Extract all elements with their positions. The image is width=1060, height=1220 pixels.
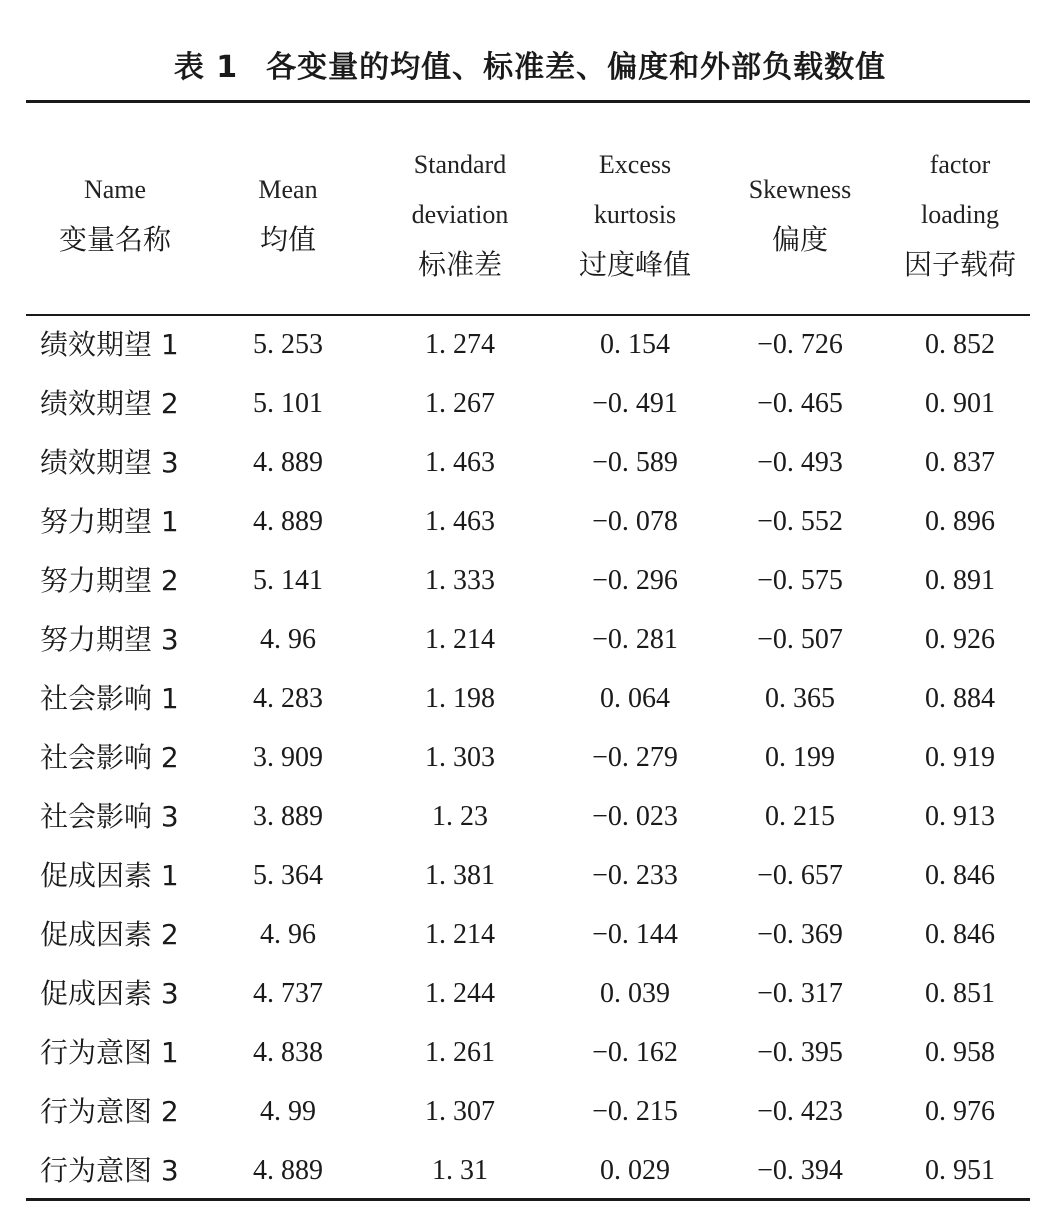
column-header <box>30 140 200 290</box>
value-cell: −0. 296 <box>592 565 678 596</box>
value-cell: −0. 491 <box>592 388 678 419</box>
value-cell: 1. 244 <box>425 978 495 1009</box>
value-cell: 4. 889 <box>253 447 323 478</box>
value-cell: 0. 891 <box>925 565 995 596</box>
value-cell: 3. 889 <box>253 801 323 832</box>
value-cell: 3. 909 <box>253 742 323 773</box>
value-cell: 1. 303 <box>425 742 495 773</box>
value-cell: 4. 889 <box>253 506 323 537</box>
value-cell: −0. 317 <box>757 978 843 1009</box>
table-header <box>0 140 1060 290</box>
table-row <box>0 610 1060 669</box>
table-caption <box>0 42 1060 86</box>
table-number: 表 1 <box>173 50 239 85</box>
table-row <box>0 964 1060 1023</box>
value-cell: 0. 029 <box>600 1155 670 1186</box>
value-cell: 0. 926 <box>925 624 995 655</box>
top-rule <box>26 100 1030 103</box>
value-cell: 0. 365 <box>765 683 835 714</box>
variable-name-cell: 努力期望 3 <box>40 623 179 656</box>
value-cell: 4. 99 <box>260 1096 316 1127</box>
table-row <box>0 492 1060 551</box>
table-row <box>0 1023 1060 1082</box>
column-header-zh: 因子载荷 <box>903 248 1016 281</box>
value-cell: 4. 889 <box>253 1155 323 1186</box>
table-row <box>0 315 1060 374</box>
column-header-en: deviation <box>411 200 509 229</box>
value-cell: 0. 852 <box>925 329 995 360</box>
value-cell: 1. 261 <box>425 1037 495 1068</box>
value-cell: 0. 884 <box>925 683 995 714</box>
column-header-zh: 标准差 <box>417 248 502 281</box>
column-header-zh: 偏度 <box>771 223 828 256</box>
value-cell: −0. 657 <box>757 860 843 891</box>
value-cell: 0. 039 <box>600 978 670 1009</box>
column-header <box>880 140 1040 290</box>
value-cell: 0. 199 <box>765 742 835 773</box>
value-cell: 1. 198 <box>425 683 495 714</box>
value-cell: 1. 23 <box>432 801 488 832</box>
value-cell: 4. 96 <box>260 624 316 655</box>
value-cell: −0. 369 <box>757 919 843 950</box>
value-cell: 0. 919 <box>925 742 995 773</box>
value-cell: 0. 896 <box>925 506 995 537</box>
column-header-zh: 均值 <box>259 223 316 256</box>
value-cell: 1. 307 <box>425 1096 495 1127</box>
value-cell: 0. 901 <box>925 388 995 419</box>
value-cell: −0. 575 <box>757 565 843 596</box>
value-cell: 4. 96 <box>260 919 316 950</box>
column-header <box>720 140 880 290</box>
value-cell: 4. 283 <box>253 683 323 714</box>
bottom-rule <box>26 1198 1030 1201</box>
value-cell: 0. 064 <box>600 683 670 714</box>
variable-name-cell: 绩效期望 2 <box>40 387 179 420</box>
value-cell: 0. 215 <box>765 801 835 832</box>
variable-name-cell: 行为意图 3 <box>40 1154 179 1187</box>
value-cell: 1. 267 <box>425 388 495 419</box>
table-row <box>0 551 1060 610</box>
value-cell: 0. 837 <box>925 447 995 478</box>
value-cell: −0. 215 <box>592 1096 678 1127</box>
variable-name-cell: 促成因素 1 <box>40 859 179 892</box>
column-header-en: Name <box>83 175 147 204</box>
value-cell: 0. 851 <box>925 978 995 1009</box>
variable-name-cell: 行为意图 1 <box>40 1036 179 1069</box>
value-cell: −0. 726 <box>757 329 843 360</box>
column-header-en: Excess <box>598 150 672 179</box>
table-row <box>0 433 1060 492</box>
value-cell: 5. 253 <box>253 329 323 360</box>
value-cell: 5. 141 <box>253 565 323 596</box>
value-cell: 1. 463 <box>425 447 495 478</box>
column-header-en: Mean <box>258 175 318 204</box>
value-cell: −0. 281 <box>592 624 678 655</box>
value-cell: 0. 154 <box>600 329 670 360</box>
table-row <box>0 905 1060 964</box>
value-cell: −0. 233 <box>592 860 678 891</box>
value-cell: 1. 274 <box>425 329 495 360</box>
value-cell: 4. 838 <box>253 1037 323 1068</box>
variable-name-cell: 努力期望 1 <box>40 505 179 538</box>
value-cell: −0. 465 <box>757 388 843 419</box>
table-row <box>0 1141 1060 1200</box>
column-header <box>218 140 358 290</box>
value-cell: −0. 023 <box>592 801 678 832</box>
variable-name-cell: 努力期望 2 <box>40 564 179 597</box>
variable-name-cell: 绩效期望 1 <box>40 328 179 361</box>
value-cell: −0. 589 <box>592 447 678 478</box>
variable-name-cell: 行为意图 2 <box>40 1095 179 1128</box>
value-cell: 1. 463 <box>425 506 495 537</box>
variable-name-cell: 社会影响 3 <box>40 800 179 833</box>
column-header-en: Standard <box>413 150 507 179</box>
value-cell: −0. 507 <box>757 624 843 655</box>
column-header-en: kurtosis <box>593 200 677 229</box>
value-cell: −0. 395 <box>757 1037 843 1068</box>
value-cell: 0. 958 <box>925 1037 995 1068</box>
value-cell: 0. 846 <box>925 919 995 950</box>
table-row <box>0 846 1060 905</box>
value-cell: 5. 364 <box>253 860 323 891</box>
table-row <box>0 1082 1060 1141</box>
table-row <box>0 374 1060 433</box>
variable-name-cell: 绩效期望 3 <box>40 446 179 479</box>
column-header-zh: 过度峰值 <box>578 248 691 281</box>
value-cell: −0. 493 <box>757 447 843 478</box>
value-cell: −0. 144 <box>592 919 678 950</box>
column-header <box>550 140 720 290</box>
value-cell: 0. 951 <box>925 1155 995 1186</box>
value-cell: 4. 737 <box>253 978 323 1009</box>
value-cell: 1. 214 <box>425 624 495 655</box>
value-cell: 1. 214 <box>425 919 495 950</box>
variable-name-cell: 促成因素 3 <box>40 977 179 1010</box>
variable-name-cell: 社会影响 1 <box>40 682 179 715</box>
value-cell: 1. 381 <box>425 860 495 891</box>
column-header-zh: 变量名称 <box>58 223 171 256</box>
value-cell: −0. 162 <box>592 1037 678 1068</box>
value-cell: −0. 279 <box>592 742 678 773</box>
value-cell: 0. 976 <box>925 1096 995 1127</box>
value-cell: 1. 333 <box>425 565 495 596</box>
value-cell: 1. 31 <box>432 1155 488 1186</box>
table-row <box>0 669 1060 728</box>
column-header-en: factor <box>929 150 991 179</box>
table-title: 各变量的均值、标准差、偏度和外部负载数值 <box>266 50 887 85</box>
variable-name-cell: 促成因素 2 <box>40 918 179 951</box>
table-row <box>0 787 1060 846</box>
table-row <box>0 728 1060 787</box>
column-header-en: Skewness <box>748 175 852 204</box>
value-cell: −0. 394 <box>757 1155 843 1186</box>
value-cell: −0. 423 <box>757 1096 843 1127</box>
column-header-en: loading <box>921 200 999 229</box>
value-cell: −0. 078 <box>592 506 678 537</box>
value-cell: 5. 101 <box>253 388 323 419</box>
value-cell: 0. 846 <box>925 860 995 891</box>
value-cell: −0. 552 <box>757 506 843 537</box>
column-header <box>380 140 540 290</box>
variable-name-cell: 社会影响 2 <box>40 741 179 774</box>
value-cell: 0. 913 <box>925 801 995 832</box>
